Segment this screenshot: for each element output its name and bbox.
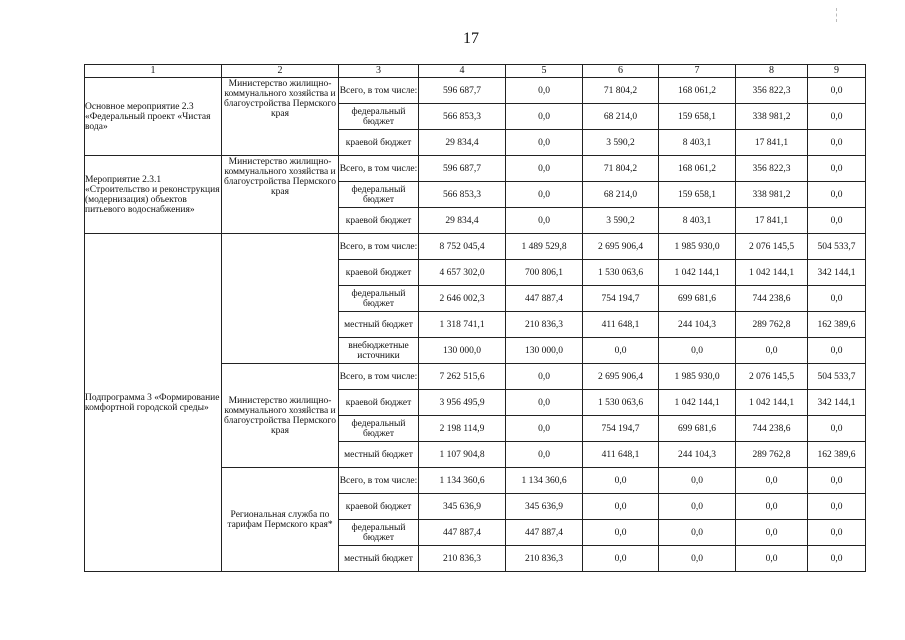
value-cell: 699 681,6	[659, 416, 736, 442]
value-cell: 411 648,1	[583, 312, 659, 338]
value-cell: 0,0	[659, 338, 736, 364]
value-cell: 596 687,7	[419, 78, 506, 104]
empty-executor-cell	[222, 234, 339, 364]
value-cell: 0,0	[736, 338, 808, 364]
funding-source-cell: краевой бюджет	[339, 130, 419, 156]
program-name-cell: Основное мероприятие 2.3 «Федеральный проект «Чистая вода»	[85, 78, 222, 156]
value-cell: 0,0	[736, 546, 808, 572]
value-cell: 0,0	[506, 182, 583, 208]
value-cell: 2 076 145,5	[736, 234, 808, 260]
value-cell: 8 403,1	[659, 130, 736, 156]
value-cell: 29 834,4	[419, 208, 506, 234]
value-cell: 0,0	[808, 182, 866, 208]
header-cell: 2	[222, 65, 339, 78]
value-cell: 2 198 114,9	[419, 416, 506, 442]
funding-source-cell: федеральный бюджет	[339, 286, 419, 312]
value-cell: 1 985 930,0	[659, 234, 736, 260]
header-cell: 4	[419, 65, 506, 78]
header-cell: 7	[659, 65, 736, 78]
value-cell: 754 194,7	[583, 416, 659, 442]
value-cell: 1 042 144,1	[659, 260, 736, 286]
value-cell: 342 144,1	[808, 260, 866, 286]
value-cell: 1 530 063,6	[583, 390, 659, 416]
value-cell: 289 762,8	[736, 442, 808, 468]
header-cell: 1	[85, 65, 222, 78]
table-row	[85, 156, 866, 182]
value-cell: 8 403,1	[659, 208, 736, 234]
budget-table	[84, 64, 866, 572]
value-cell: 17 841,1	[736, 130, 808, 156]
value-cell: 2 646 002,3	[419, 286, 506, 312]
value-cell: 0,0	[808, 416, 866, 442]
value-cell: 162 389,6	[808, 442, 866, 468]
value-cell: 566 853,3	[419, 182, 506, 208]
value-cell: 0,0	[736, 494, 808, 520]
value-cell: 338 981,2	[736, 182, 808, 208]
value-cell: 1 134 360,6	[419, 468, 506, 494]
value-cell: 0,0	[659, 520, 736, 546]
value-cell: 0,0	[506, 390, 583, 416]
value-cell: 1 985 930,0	[659, 364, 736, 390]
value-cell: 210 836,3	[506, 546, 583, 572]
value-cell: 0,0	[659, 494, 736, 520]
value-cell: 0,0	[506, 442, 583, 468]
value-cell: 3 590,2	[583, 208, 659, 234]
value-cell: 0,0	[583, 494, 659, 520]
funding-source-cell: внебюджетные источники	[339, 338, 419, 364]
funding-source-cell: Всего, в том числе:	[339, 234, 419, 260]
value-cell: 356 822,3	[736, 78, 808, 104]
value-cell: 168 061,2	[659, 78, 736, 104]
funding-source-cell: Всего, в том числе:	[339, 156, 419, 182]
value-cell: 345 636,9	[419, 494, 506, 520]
header-row	[85, 65, 866, 78]
value-cell: 130 000,0	[506, 338, 583, 364]
value-cell: 0,0	[808, 338, 866, 364]
table-row	[85, 234, 866, 260]
program-name-cell: Подпрограмма 3 «Формирование комфортной городской среды»	[85, 234, 222, 572]
header-cell: 5	[506, 65, 583, 78]
funding-source-cell: краевой бюджет	[339, 390, 419, 416]
value-cell: 0,0	[506, 364, 583, 390]
value-cell: 4 657 302,0	[419, 260, 506, 286]
value-cell: 3 956 495,9	[419, 390, 506, 416]
value-cell: 0,0	[583, 468, 659, 494]
value-cell: 17 841,1	[736, 208, 808, 234]
value-cell: 7 262 515,6	[419, 364, 506, 390]
value-cell: 68 214,0	[583, 182, 659, 208]
value-cell: 159 658,1	[659, 182, 736, 208]
value-cell: 566 853,3	[419, 104, 506, 130]
value-cell: 338 981,2	[736, 104, 808, 130]
funding-source-cell: федеральный бюджет	[339, 416, 419, 442]
value-cell: 1 134 360,6	[506, 468, 583, 494]
value-cell: 68 214,0	[583, 104, 659, 130]
value-cell: 744 238,6	[736, 286, 808, 312]
value-cell: 168 061,2	[659, 156, 736, 182]
value-cell: 0,0	[808, 546, 866, 572]
funding-source-cell: краевой бюджет	[339, 260, 419, 286]
table-body	[85, 65, 866, 572]
value-cell: 2 695 906,4	[583, 364, 659, 390]
value-cell: 0,0	[808, 208, 866, 234]
value-cell: 1 318 741,1	[419, 312, 506, 338]
funding-source-cell: краевой бюджет	[339, 494, 419, 520]
value-cell: 244 104,3	[659, 312, 736, 338]
value-cell: 159 658,1	[659, 104, 736, 130]
value-cell: 29 834,4	[419, 130, 506, 156]
value-cell: 0,0	[808, 78, 866, 104]
scan-mark	[836, 8, 838, 22]
value-cell: 0,0	[808, 286, 866, 312]
page-number: 17	[463, 30, 479, 47]
executor-cell: Региональная служба по тарифам Пермского края*	[222, 468, 339, 572]
value-cell: 1 530 063,6	[583, 260, 659, 286]
value-cell: 504 533,7	[808, 364, 866, 390]
executor-cell: Министерство жилищно-коммунального хозяйства и благоустройства Пермского края	[222, 364, 339, 468]
value-cell: 244 104,3	[659, 442, 736, 468]
program-name-cell: Мероприятие 2.3.1 «Строительство и реконструкция (модернизация) объектов питьевого водоснабжения»	[85, 156, 222, 234]
executor-cell: Министерство жилищно-коммунального хозяйства и благоустройства Пермского края	[222, 156, 339, 234]
value-cell: 8 752 045,4	[419, 234, 506, 260]
value-cell: 1 042 144,1	[736, 390, 808, 416]
value-cell: 447 887,4	[506, 286, 583, 312]
header-cell: 9	[808, 65, 866, 78]
funding-source-cell: местный бюджет	[339, 546, 419, 572]
funding-source-cell: федеральный бюджет	[339, 182, 419, 208]
value-cell: 700 806,1	[506, 260, 583, 286]
funding-source-cell: Всего, в том числе:	[339, 364, 419, 390]
value-cell: 210 836,3	[506, 312, 583, 338]
value-cell: 0,0	[808, 494, 866, 520]
value-cell: 596 687,7	[419, 156, 506, 182]
table-row	[85, 78, 866, 104]
value-cell: 345 636,9	[506, 494, 583, 520]
value-cell: 447 887,4	[419, 520, 506, 546]
value-cell: 0,0	[506, 78, 583, 104]
header-cell: 8	[736, 65, 808, 78]
value-cell: 0,0	[506, 130, 583, 156]
value-cell: 411 648,1	[583, 442, 659, 468]
value-cell: 71 804,2	[583, 78, 659, 104]
value-cell: 0,0	[506, 416, 583, 442]
value-cell: 1 107 904,8	[419, 442, 506, 468]
value-cell: 0,0	[659, 468, 736, 494]
funding-source-cell: Всего, в том числе:	[339, 468, 419, 494]
funding-source-cell: краевой бюджет	[339, 208, 419, 234]
value-cell: 0,0	[583, 520, 659, 546]
value-cell: 3 590,2	[583, 130, 659, 156]
header-cell: 6	[583, 65, 659, 78]
executor-cell: Министерство жилищно-коммунального хозяйства и благоустройства Пермского края	[222, 78, 339, 156]
value-cell: 0,0	[506, 156, 583, 182]
value-cell: 1 042 144,1	[736, 260, 808, 286]
value-cell: 71 804,2	[583, 156, 659, 182]
value-cell: 754 194,7	[583, 286, 659, 312]
value-cell: 0,0	[808, 156, 866, 182]
value-cell: 0,0	[583, 338, 659, 364]
value-cell: 162 389,6	[808, 312, 866, 338]
header-cell: 3	[339, 65, 419, 78]
value-cell: 447 887,4	[506, 520, 583, 546]
funding-source-cell: местный бюджет	[339, 312, 419, 338]
value-cell: 0,0	[808, 520, 866, 546]
value-cell: 0,0	[506, 104, 583, 130]
funding-source-cell: Всего, в том числе:	[339, 78, 419, 104]
value-cell: 0,0	[736, 468, 808, 494]
value-cell: 0,0	[659, 546, 736, 572]
value-cell: 1 489 529,8	[506, 234, 583, 260]
value-cell: 289 762,8	[736, 312, 808, 338]
funding-source-cell: местный бюджет	[339, 442, 419, 468]
value-cell: 0,0	[808, 104, 866, 130]
value-cell: 0,0	[506, 208, 583, 234]
value-cell: 0,0	[808, 130, 866, 156]
funding-source-cell: федеральный бюджет	[339, 520, 419, 546]
value-cell: 1 042 144,1	[659, 390, 736, 416]
value-cell: 2 076 145,5	[736, 364, 808, 390]
value-cell: 342 144,1	[808, 390, 866, 416]
value-cell: 210 836,3	[419, 546, 506, 572]
value-cell: 504 533,7	[808, 234, 866, 260]
value-cell: 2 695 906,4	[583, 234, 659, 260]
funding-source-cell: федеральный бюджет	[339, 104, 419, 130]
value-cell: 744 238,6	[736, 416, 808, 442]
value-cell: 130 000,0	[419, 338, 506, 364]
value-cell: 699 681,6	[659, 286, 736, 312]
value-cell: 0,0	[583, 546, 659, 572]
value-cell: 0,0	[808, 468, 866, 494]
value-cell: 0,0	[736, 520, 808, 546]
value-cell: 356 822,3	[736, 156, 808, 182]
